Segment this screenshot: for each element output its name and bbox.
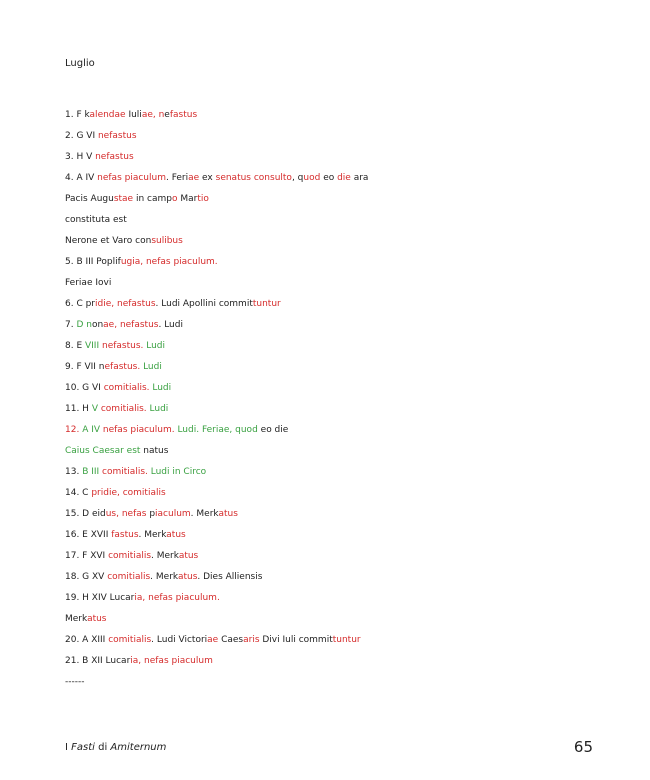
footer-amiternum: Amiternum — [110, 742, 167, 753]
entry-text-segment: o — [171, 194, 178, 204]
entry-text-segment: sulibus — [151, 236, 183, 246]
entry-text-segment: comitialis. — [103, 383, 153, 393]
entry-text-segment: e — [164, 110, 170, 120]
entry-text-segment: tio — [197, 194, 209, 204]
calendar-entry-line — [65, 445, 368, 466]
calendar-entry-line — [65, 613, 368, 634]
entry-text-segment: atus — [218, 509, 238, 519]
entry-text-segment: . Ludi Victori — [151, 635, 208, 645]
entry-text-segment: natus — [143, 446, 169, 456]
entry-text-segment: . Merk — [150, 572, 178, 582]
entry-text-segment: 5. B III Poplif — [65, 257, 121, 267]
calendar-entry-line — [65, 634, 368, 655]
calendar-entry-line — [65, 466, 368, 487]
entry-text-segment: nefastus. — [101, 341, 147, 351]
entry-text-segment: 11. H — [65, 404, 92, 414]
entry-text-segment: idie, nefastus — [95, 299, 156, 309]
entry-text-segment: 9. F VII n — [65, 362, 105, 372]
entry-text-segment: ae, nefastus — [103, 320, 159, 330]
entry-text-segment: atus — [87, 614, 107, 624]
entry-text-segment: 10. G VI — [65, 383, 104, 393]
entry-text-segment: atus — [177, 572, 198, 582]
entry-text-segment: Nerone et Varo con — [65, 236, 152, 246]
calendar-entry-line — [65, 298, 368, 319]
footer-fasti: Fasti — [71, 742, 95, 753]
entry-text-segment: 18. G XV — [65, 572, 108, 582]
entry-text-segment: ara — [350, 173, 369, 183]
entry-text-segment: iaculum — [155, 509, 191, 519]
page-heading: Luglio — [65, 58, 95, 69]
entry-text-segment: stae — [113, 194, 134, 204]
calendar-entry-line — [65, 592, 368, 613]
entry-text-segment: ia, nefas piaculum. — [134, 593, 220, 603]
entry-text-segment: atus — [166, 530, 186, 540]
footer-title — [65, 742, 166, 753]
entry-text-segment: 1. F k — [65, 110, 90, 120]
calendar-entry-line — [65, 235, 368, 256]
entry-text-segment: us, nefas — [105, 509, 147, 519]
entry-text-segment: 20. A XIII — [65, 635, 109, 645]
calendar-entry-line — [65, 256, 368, 277]
calendar-entry-line — [65, 109, 368, 130]
entry-text-segment: senatus consulto — [215, 173, 292, 183]
entry-text-segment: in camp — [133, 194, 172, 204]
entry-text-segment: nefastus — [97, 131, 137, 141]
entry-text-segment: . Feri — [165, 173, 189, 183]
entry-text-segment: 19. H XIV Lucar — [65, 593, 135, 603]
entry-text-segment: . Merk — [151, 551, 179, 561]
entry-text-segment: on — [91, 320, 104, 330]
entry-text-segment: 8. E — [65, 341, 85, 351]
calendar-entry-line — [65, 319, 368, 340]
entry-text-segment: comitialis — [108, 551, 152, 561]
entry-text-segment: Ludi — [149, 404, 169, 414]
entry-text-segment: pridie, comitialis — [91, 488, 166, 498]
footer-mid: di — [94, 742, 111, 753]
calendar-entry-line — [65, 424, 368, 445]
entry-text-segment: Feriae Iovi — [65, 278, 112, 288]
entry-text-segment: aris — [243, 635, 260, 645]
entry-text-segment: fastus — [111, 530, 139, 540]
entry-text-segment: atus — [178, 551, 199, 561]
calendar-entry-line — [65, 151, 368, 172]
entry-text-segment: ugia, nefas piaculum. — [120, 257, 218, 267]
entry-text-segment: comitialis — [108, 635, 152, 645]
calendar-entry-line — [65, 676, 368, 697]
entry-text-segment: tuntur — [252, 299, 281, 309]
entry-text-segment: B III — [82, 467, 103, 477]
entry-text-segment: Ludi — [152, 383, 172, 393]
entry-text-segment: 13. — [65, 467, 83, 477]
calendar-entry-line — [65, 550, 368, 571]
entry-text-segment: 17. F XVI — [65, 551, 109, 561]
page-number: 65 — [573, 738, 593, 756]
calendar-entry-line — [65, 361, 368, 382]
entry-text-segment: 3. H V — [65, 152, 96, 162]
entry-text-segment: 2. G VI — [65, 131, 98, 141]
entry-text-segment: comitialis. — [102, 467, 151, 477]
calendar-entry-line — [65, 193, 368, 214]
entry-text-segment: 6. C pr — [65, 299, 96, 309]
entry-text-segment: alendae — [89, 110, 126, 120]
entry-text-segment: nefastus — [95, 152, 134, 162]
entry-text-segment: ex — [199, 173, 216, 183]
entry-text-segment: Ludi — [146, 341, 166, 351]
calendar-entry-line — [65, 340, 368, 361]
calendar-entry-line — [65, 214, 368, 235]
calendar-entry-line — [65, 508, 368, 529]
entry-text-segment: comitialis — [107, 572, 151, 582]
entry-text-segment: constituta est — [65, 215, 127, 225]
entry-text-segment: 21. B XII Lucar — [65, 656, 131, 666]
entry-text-segment: Ludi — [143, 362, 162, 372]
entry-text-segment: 14. C — [65, 488, 92, 498]
calendar-entries-list — [65, 109, 368, 697]
entry-text-segment: 7. — [65, 320, 77, 330]
footer-prefix: I — [65, 742, 72, 753]
entry-text-segment: A IV — [82, 425, 103, 435]
entry-text-segment: . Ludi — [158, 320, 183, 330]
calendar-entry-line — [65, 130, 368, 151]
entry-text-segment: 15. D eid — [65, 509, 106, 519]
entry-text-segment: nefas piaculum. — [102, 425, 178, 435]
entry-text-segment: Merk — [65, 614, 88, 624]
entry-text-segment: eo — [320, 173, 338, 183]
entry-text-segment: Pacis Augu — [65, 194, 114, 204]
entry-text-segment: VIII — [85, 341, 102, 351]
entry-text-segment: , q — [291, 173, 304, 183]
calendar-entry-line — [65, 277, 368, 298]
entry-text-segment: ae — [207, 635, 219, 645]
entry-text-segment: ae, n — [141, 110, 165, 120]
calendar-entry-line — [65, 571, 368, 592]
entry-text-segment: fastus — [169, 110, 198, 120]
calendar-entry-line — [65, 529, 368, 550]
entry-text-segment: eo die — [260, 425, 289, 435]
entry-text-segment: Ludi. Feriae, quod — [177, 425, 261, 435]
entry-text-segment: tuntur — [332, 635, 361, 645]
entry-text-segment: efastus. — [104, 362, 144, 372]
entry-text-segment: Divi Iuli commit — [259, 635, 333, 645]
entry-text-segment: . Merk — [138, 530, 167, 540]
entry-text-segment: comitialis. — [100, 404, 150, 414]
entry-text-segment: Caius Caesar est — [65, 446, 144, 456]
entry-text-segment: die — [337, 173, 351, 183]
entry-text-segment: p — [146, 509, 156, 519]
entry-text-segment: Ludi in Circo — [150, 467, 207, 477]
entry-text-segment: . Ludi Apollini commit — [155, 299, 253, 309]
entry-text-segment: 4. A IV — [65, 173, 98, 183]
entry-text-segment: Caes — [218, 635, 244, 645]
calendar-entry-line — [65, 403, 368, 424]
calendar-entry-line — [65, 487, 368, 508]
entry-text-segment: ------ — [65, 677, 85, 687]
entry-text-segment: 16. E XVII — [65, 530, 112, 540]
entry-text-segment: Iuli — [125, 110, 142, 120]
entry-text-segment: ia, nefas piaculum — [130, 656, 213, 666]
entry-text-segment: nefas piaculum — [97, 173, 166, 183]
entry-text-segment: ae — [188, 173, 200, 183]
entry-text-segment: uod — [303, 173, 321, 183]
entry-text-segment: V — [91, 404, 101, 414]
entry-text-segment: . Merk — [190, 509, 219, 519]
calendar-entry-line — [65, 655, 368, 676]
entry-text-segment: D n — [76, 320, 92, 330]
entry-text-segment: Mar — [177, 194, 198, 204]
calendar-entry-line — [65, 382, 368, 403]
entry-text-segment: . Dies Alliensis — [197, 572, 263, 582]
calendar-entry-line — [65, 172, 368, 193]
entry-text-segment: 12. — [65, 425, 83, 435]
